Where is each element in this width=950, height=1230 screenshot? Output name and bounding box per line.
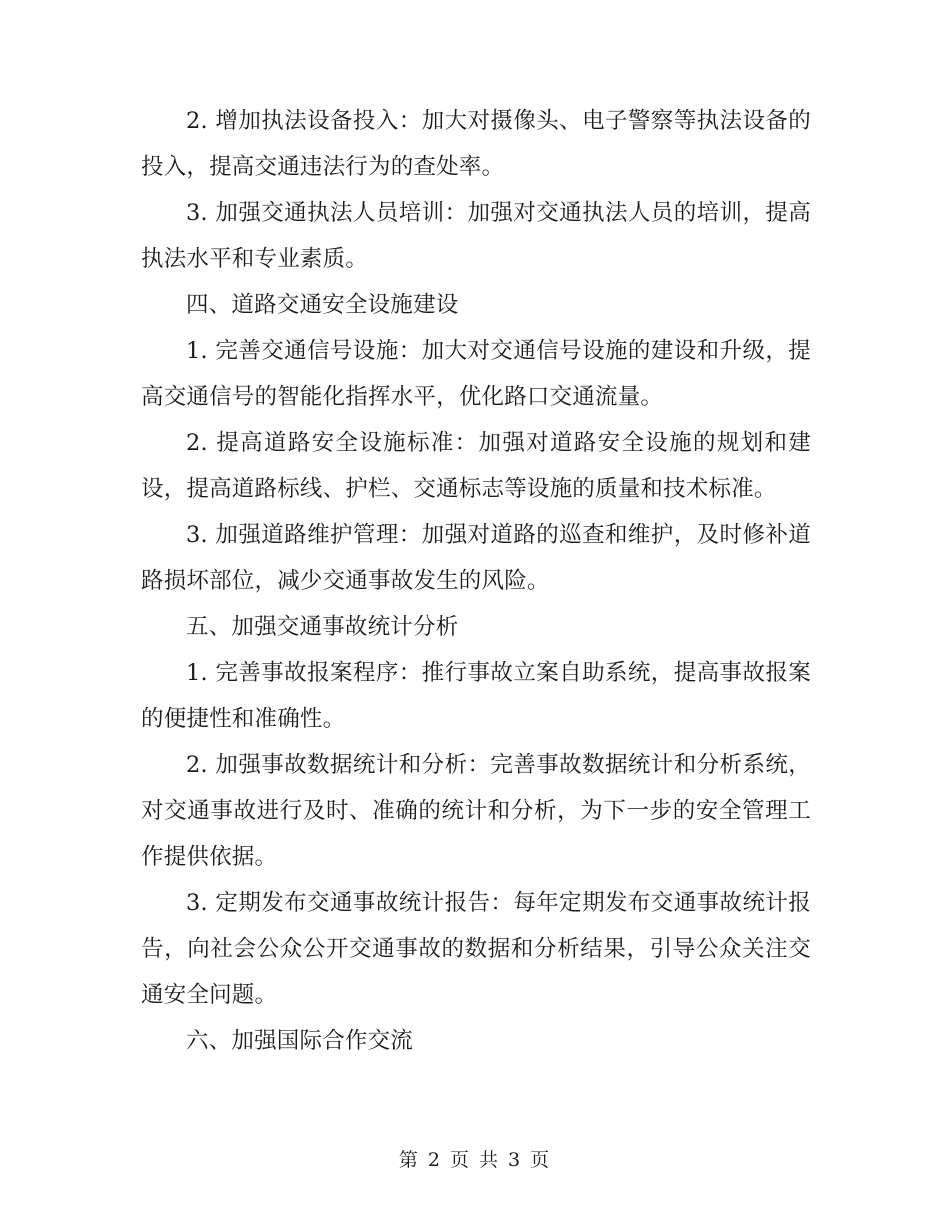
page-number-footer: 第 2 页 共 3 页 (398, 1149, 552, 1171)
paragraph-item: 3. 加强交通执法人员培训：加强对交通执法人员的培训，提高执法水平和专业素质。 (141, 200, 811, 272)
paragraph-item: 2. 增加执法设备投入：加大对摄像头、电子警察等执法设备的投入，提高交通违法行为的查处率。 (141, 108, 811, 180)
paragraph-item: 1. 完善交通信号设施：加大对交通信号设施的建设和升级，提高交通信号的智能化指挥水平，优化路口交通流量。 (141, 338, 811, 410)
paragraph-item: 3. 定期发布交通事故统计报告：每年定期发布交通事故统计报告，向社会公众公开交通事故的数据和分析结果，引导公众关注交通安全问题。 (141, 890, 811, 1008)
paragraph-item: 2. 加强事故数据统计和分析：完善事故数据统计和分析系统，对交通事故进行及时、准确的统计和分析，为下一步的安全管理工作提供依据。 (141, 752, 811, 870)
document-body (141, 98, 811, 1064)
section-heading: 五、加强交通事故统计分析 (186, 614, 459, 640)
paragraph-item: 1. 完善事故报案程序：推行事故立案自助系统，提高事故报案的便捷性和准确性。 (141, 660, 811, 732)
paragraph-item: 3. 加强道路维护管理：加强对道路的巡查和维护，及时修补道路损坏部位，减少交通事故发生的风险。 (141, 522, 811, 594)
section-heading: 六、加强国际合作交流 (186, 1028, 414, 1054)
paragraph-item: 2. 提高道路安全设施标准：加强对道路安全设施的规划和建设，提高道路标线、护栏、交通标志等设施的质量和技术标准。 (141, 430, 811, 502)
section-heading: 四、道路交通安全设施建设 (186, 292, 459, 318)
